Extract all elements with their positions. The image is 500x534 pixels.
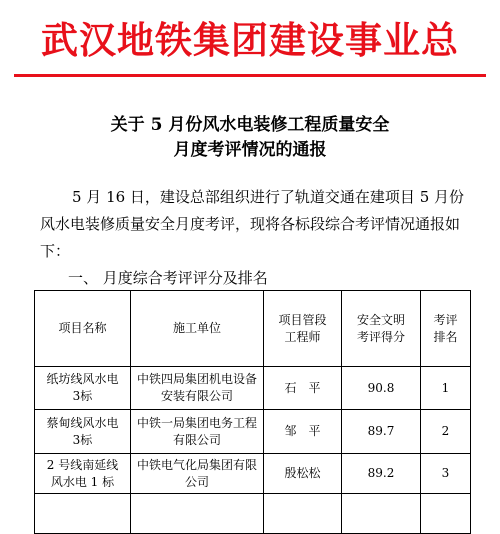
document-title-line-2: 月度考评情况的通报 bbox=[173, 140, 327, 160]
cell-score: 89.7 bbox=[342, 410, 421, 454]
cell-project-name: 纸坊线风水电 3标 bbox=[35, 367, 131, 410]
cell-engineer: 邹 平 bbox=[264, 410, 342, 454]
section-heading: 一、 月度综合考评评分及排名 bbox=[68, 269, 268, 287]
header-rank: 考评 排名 bbox=[421, 291, 471, 367]
paragraph-line-3: 下： bbox=[40, 242, 71, 260]
header-score: 安全文明 考评得分 bbox=[342, 291, 421, 367]
cell-project-name: 2 号线南延线 风水电 1 标 bbox=[35, 454, 131, 494]
header-contractor: 施工单位 bbox=[131, 291, 264, 367]
table-row bbox=[35, 454, 471, 494]
cell-score: 89.2 bbox=[342, 454, 421, 494]
document-title-line-1: 关于 5 月份风水电装修工程质量安全 bbox=[110, 115, 390, 135]
header-project-name: 项目名称 bbox=[35, 291, 131, 367]
cell-project-name: 蔡甸线风水电 3标 bbox=[35, 410, 131, 454]
red-header-rule bbox=[14, 74, 486, 77]
organization-header: 武汉地铁集团建设事业总 bbox=[41, 19, 459, 62]
cell-contractor: 中铁一局集团电务工程 有限公司 bbox=[131, 410, 264, 454]
cell-contractor: 中铁电气化局集团有限 公司 bbox=[131, 454, 264, 494]
cell-engineer: 石 平 bbox=[264, 367, 342, 410]
paragraph-line-1: 5 月 16 日，建设总部组织进行了轨道交通在建项目 5 月份 bbox=[72, 188, 465, 206]
cell-contractor: 中铁四局集团机电设备 安装有限公司 bbox=[131, 367, 264, 410]
table-row-partial bbox=[35, 494, 471, 534]
table-row bbox=[35, 367, 471, 410]
table-header-row bbox=[35, 291, 471, 367]
cell-rank: 2 bbox=[421, 410, 471, 454]
header-engineer: 项目管段 工程师 bbox=[264, 291, 342, 367]
cell-engineer: 殷松松 bbox=[264, 454, 342, 494]
cell-rank: 3 bbox=[421, 454, 471, 494]
score-table bbox=[34, 290, 471, 534]
cell-rank: 1 bbox=[421, 367, 471, 410]
cell-score: 90.8 bbox=[342, 367, 421, 410]
paragraph-line-2: 风水电装修质量安全月度考评，现将各标段综合考评情况通报如 bbox=[40, 215, 461, 233]
table-row bbox=[35, 410, 471, 454]
